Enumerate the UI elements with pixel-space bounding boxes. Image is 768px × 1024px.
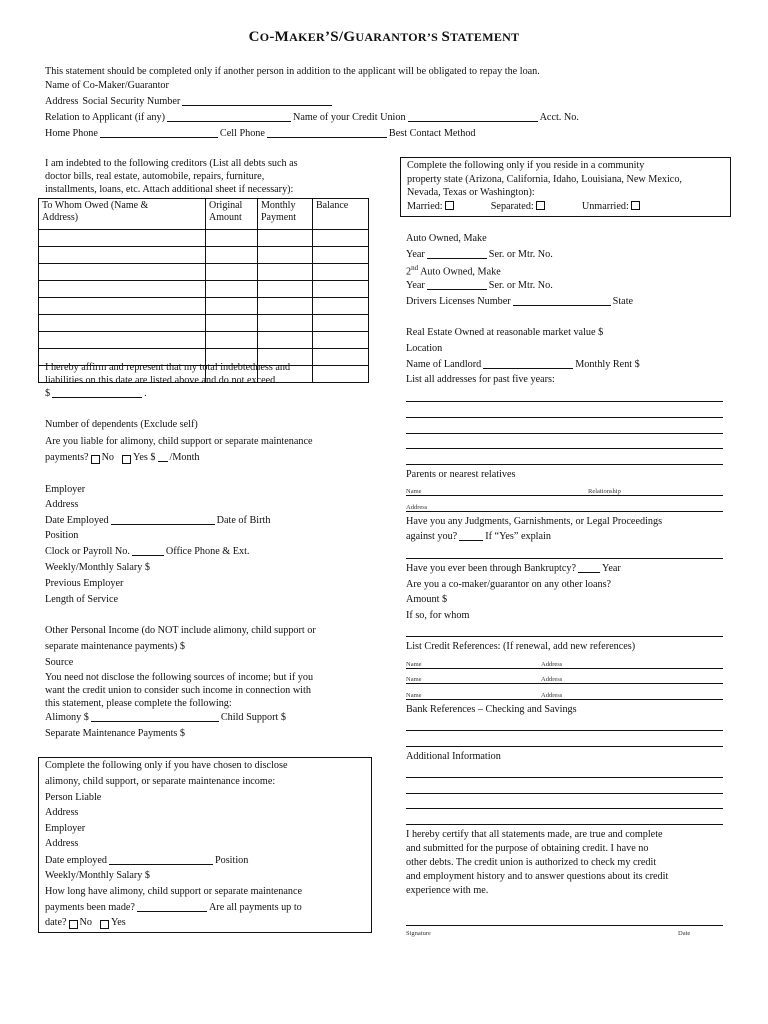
ref-line[interactable] (406, 683, 723, 684)
creditors-intro-2: doctor bills, real estate, automobile, repairs, furniture, (45, 171, 265, 182)
home-phone-label: Home Phone (45, 128, 98, 139)
salary-row (45, 562, 363, 574)
position-row (45, 530, 363, 542)
how-long-field[interactable] (137, 911, 207, 912)
separate-label: Separate Maintenance Payments $ (45, 728, 186, 739)
ref-name-caption: Name (406, 692, 422, 699)
married-checkbox[interactable] (445, 201, 454, 210)
box-address2-label: Address (45, 838, 79, 849)
for-whom-label: If so, for whom (406, 610, 470, 621)
year-field[interactable] (427, 258, 487, 259)
liable-2: payments? (45, 452, 89, 463)
relative-relationship-caption: Relationship (588, 488, 621, 495)
length-label: Length of Service (45, 594, 118, 605)
table-row[interactable] (39, 315, 369, 332)
relatives-label: Parents or nearest relatives (406, 469, 516, 480)
ref-name-caption: Name (406, 676, 422, 683)
affirm-dollar: $ (45, 388, 51, 399)
bankruptcy-year-label: Year (602, 563, 621, 574)
date-q-label: date? (45, 917, 67, 928)
certify-3: other debts. The credit union is authorized to check my credit (406, 857, 657, 868)
ser-label: Ser. or Mtr. No. (488, 249, 553, 260)
box-yes-label: Yes (110, 917, 126, 928)
landlord-row (406, 359, 724, 371)
real-estate-label: Real Estate Owned at reasonable market value $ (406, 327, 604, 338)
additional-line[interactable] (406, 793, 723, 794)
year-label: Year (406, 249, 425, 260)
table-header-row (39, 199, 369, 230)
second-auto-label: 2nd Auto Owned, Make (406, 264, 501, 278)
cell-phone-field[interactable] (267, 137, 387, 138)
source-row (45, 657, 363, 669)
address-row (45, 96, 723, 108)
auto-owned-label: Auto Owned, Make (406, 233, 487, 244)
cell-phone-label: Cell Phone (219, 128, 265, 139)
table-row[interactable] (39, 332, 369, 349)
ref-line[interactable] (406, 668, 723, 669)
comaker-row (406, 579, 724, 591)
relation-row (45, 112, 723, 124)
judgments-label: against you? (406, 531, 458, 542)
affirm-amount-field[interactable] (52, 397, 142, 398)
second-auto-row (406, 264, 724, 279)
liable-row (45, 452, 265, 464)
auto-owned-row (406, 233, 724, 245)
location-label: Location (406, 343, 443, 354)
affirm-1: I hereby affirm and represent that my total indebtedness and (45, 362, 291, 373)
alimony-box-intro-1: Complete the following only if you have chosen to disclose (45, 760, 288, 771)
relation-label: Relation to Applicant (if any) (45, 112, 165, 123)
community-1: Complete the following only if you reside in a community (407, 160, 645, 171)
judgments-row (406, 531, 724, 543)
prev-employer-label: Previous Employer (45, 578, 124, 589)
year-row (406, 249, 724, 261)
alimony-label: Alimony $ (45, 712, 89, 723)
clock-row (45, 546, 363, 558)
box-employer-row (45, 823, 363, 835)
child-support-label: Child Support $ (220, 712, 286, 723)
ref-address-caption: Address (541, 676, 563, 683)
additional-label: Additional Information (406, 751, 501, 762)
box-position-label: Position (214, 855, 249, 866)
bankruptcy-field[interactable] (578, 572, 600, 573)
date-caption: Date (678, 930, 691, 937)
box-employer-label: Employer (45, 823, 86, 834)
drivers-field[interactable] (513, 305, 611, 306)
bankruptcy-label: Have you ever been through Bankruptcy? (406, 563, 577, 574)
married-label: Married: (407, 201, 443, 212)
community-3: Nevada, Texas or Washington): (407, 187, 535, 198)
clock-field[interactable] (132, 555, 164, 556)
box-date-employed-label: Date employed (45, 855, 107, 866)
affirm-2: liabilities on this date are listed above and do not exceed (45, 375, 276, 386)
separate-row (45, 728, 363, 740)
address-line[interactable] (406, 464, 723, 465)
address-line[interactable] (406, 433, 723, 434)
other-income-label: separate maintenance payments) $ (45, 641, 186, 652)
relative-address-caption: Address (406, 504, 428, 511)
box-salary-label: Weekly/Monthly Salary $ (45, 870, 150, 881)
position-label: Position (45, 530, 79, 541)
prev-employer-row (45, 578, 363, 590)
name-row (45, 80, 723, 92)
rent-label: Monthly Rent $ (575, 359, 640, 370)
ref-name-caption: Name (406, 661, 422, 668)
location-row (406, 343, 724, 355)
how-long-row (45, 902, 363, 914)
state-label: State (612, 296, 634, 307)
community-2: property state (Arizona, California, Idaho, Louisiana, New Mexico, (407, 174, 682, 185)
box-salary-row (45, 870, 363, 882)
box-yes-checkbox[interactable] (100, 920, 109, 929)
col-header-whom: To Whom Owed (Name & Address) (39, 199, 206, 230)
source-label: Source (45, 657, 74, 668)
if-yes-label: If “Yes” explain (485, 531, 551, 542)
table-row[interactable] (39, 281, 369, 298)
unmarried-label: Unmarried: (581, 201, 629, 212)
drivers-label: Drivers Licenses Number (406, 296, 511, 307)
box-address-label: Address (45, 807, 79, 818)
judgments-field[interactable] (459, 540, 483, 541)
alimony-row (45, 712, 363, 724)
box-address2-row (45, 838, 363, 850)
credit-refs-label: List Credit References: (If renewal, add new references) (406, 641, 636, 652)
certify-1: I hereby certify that all statements made, are true and complete (406, 829, 663, 840)
additional-line[interactable] (406, 824, 723, 825)
certify-5: experience with me. (406, 885, 489, 896)
bank-ref-line[interactable] (406, 746, 723, 747)
best-contact-label: Best Contact Method (388, 128, 476, 139)
ref-address-caption: Address (541, 661, 563, 668)
ref-address-caption: Address (541, 692, 563, 699)
date-employed-label: Date Employed (45, 515, 109, 526)
addresses-label: List all addresses for past five years: (406, 374, 555, 385)
length-row (45, 594, 363, 606)
disclose-2: want the credit union to consider such income in connection with (45, 685, 311, 696)
credit-union-label: Name of your Credit Union (292, 112, 406, 123)
col-header-balance: Balance (313, 199, 369, 230)
address-line[interactable] (406, 401, 723, 402)
person-liable-row (45, 792, 363, 804)
real-estate-row (406, 327, 724, 339)
acct-label: Acct. No. (539, 112, 579, 123)
year2-row (406, 280, 724, 292)
home-phone-field[interactable] (100, 137, 218, 138)
no-checkbox[interactable] (91, 455, 100, 464)
affirm-amount-row (45, 388, 165, 400)
ssn-field[interactable] (182, 105, 332, 106)
box-no-checkbox[interactable] (69, 920, 78, 929)
page-title: CO-MAKER’S/GUARANTOR’S STATEMENT (248, 29, 520, 45)
signature-caption: Signature (406, 930, 431, 937)
up-to-label: Are all payments up to (208, 902, 302, 913)
phone-row (45, 128, 723, 140)
bankruptcy-row (406, 563, 724, 575)
disclose-1: You need not disclose the following sources of income; but if you (45, 672, 314, 683)
table-row[interactable] (39, 264, 369, 281)
marital-row (407, 201, 642, 213)
table-row[interactable] (39, 247, 369, 264)
liable-1: Are you liable for alimony, child support or separate maintenance (45, 436, 313, 447)
year2-label: Year (406, 280, 425, 291)
emp-address-label: Address (45, 499, 79, 510)
box-no-label: No (79, 917, 92, 928)
amount-row (406, 594, 724, 606)
table-row[interactable] (39, 230, 369, 247)
address-label: Address (45, 96, 79, 107)
office-phone-label: Office Phone & Ext. (165, 546, 250, 557)
emp-address-row (45, 499, 363, 511)
disclose-3: this statement, please complete the following: (45, 698, 232, 709)
comaker-label: Are you a co-maker/guarantor on any other loans? (406, 579, 612, 590)
other-income-1: Other Personal Income (do NOT include alimony, child support or (45, 625, 316, 636)
alimony-box-intro-2: alimony, child support, or separate maintenance income: (45, 776, 276, 787)
creditors-table (38, 198, 369, 383)
month-label: /Month (169, 452, 200, 463)
explain-line[interactable] (406, 558, 723, 559)
dependents-row (45, 419, 363, 431)
name-label: Name of Co-Maker/Guarantor (45, 80, 169, 91)
amount-label: Amount $ (406, 594, 448, 605)
date-q-row (45, 917, 245, 929)
address-line[interactable] (406, 417, 723, 418)
how-long-label: payments been made? (45, 902, 135, 913)
additional-line[interactable] (406, 777, 723, 778)
col-header-monthly: Monthly Payment (258, 199, 313, 230)
month-amount-field[interactable] (158, 461, 168, 462)
for-whom-line[interactable] (406, 636, 723, 637)
how-long-1: How long have alimony, child support or separate maintenance (45, 886, 303, 897)
relative-line[interactable] (406, 495, 723, 496)
creditors-intro-3: installments, loans, etc. Attach additional sheet if necessary): (45, 184, 294, 195)
drivers-row (406, 296, 724, 308)
ser2-label: Ser. or Mtr. No. (488, 280, 553, 291)
signature-line[interactable] (406, 925, 723, 926)
relative-address-line[interactable] (406, 511, 723, 512)
box-date-employed-field[interactable] (109, 864, 213, 865)
bank-ref-line[interactable] (406, 730, 723, 731)
separated-checkbox[interactable] (536, 201, 545, 210)
judgments-1: Have you any Judgments, Garnishments, or Legal Proceedings (406, 516, 663, 527)
date-employed-row (45, 515, 363, 527)
bank-refs-label: Bank References – Checking and Savings (406, 704, 577, 715)
employer-label: Employer (45, 484, 86, 495)
employer-row (45, 484, 363, 496)
box-date-employed-row (45, 855, 363, 867)
creditors-intro-1: I am indebted to the following creditors (List all debts such as (45, 158, 298, 169)
salary-label: Weekly/Monthly Salary $ (45, 562, 150, 573)
no-label: No (101, 452, 115, 463)
col-header-original: Original Amount (206, 199, 258, 230)
dob-label: Date of Birth (216, 515, 271, 526)
other-income-row (45, 641, 363, 653)
relation-field[interactable] (167, 121, 291, 122)
table-row[interactable] (39, 298, 369, 315)
yes-checkbox[interactable] (122, 455, 131, 464)
ssn-label: Social Security Number (82, 96, 181, 107)
intro-text: This statement should be completed only if another person in addition to the applicant will be obligated to repay the loan. (45, 66, 540, 77)
for-whom-row (406, 610, 724, 622)
box-address-row (45, 807, 363, 819)
landlord-field[interactable] (483, 368, 573, 369)
person-liable-label: Person Liable (45, 792, 102, 803)
certify-4: and employment history and to answer questions about its credit (406, 871, 669, 882)
dependents-label: Number of dependents (Exclude self) (45, 419, 198, 430)
relative-name-caption: Name (406, 488, 422, 495)
year2-field[interactable] (427, 289, 487, 290)
landlord-label: Name of Landlord (406, 359, 482, 370)
address-line[interactable] (406, 448, 723, 449)
credit-union-field[interactable] (408, 121, 538, 122)
yes-label: Yes $ (133, 452, 156, 463)
separated-label: Separated: (490, 201, 534, 212)
certify-2: and submitted for the purpose of obtaining credit. I have no (406, 843, 649, 854)
additional-line[interactable] (406, 808, 723, 809)
alimony-field[interactable] (91, 721, 219, 722)
unmarried-checkbox[interactable] (631, 201, 640, 210)
clock-label: Clock or Payroll No. (45, 546, 130, 557)
affirm-period: . (144, 388, 147, 399)
ref-line[interactable] (406, 699, 723, 700)
date-employed-field[interactable] (111, 524, 215, 525)
